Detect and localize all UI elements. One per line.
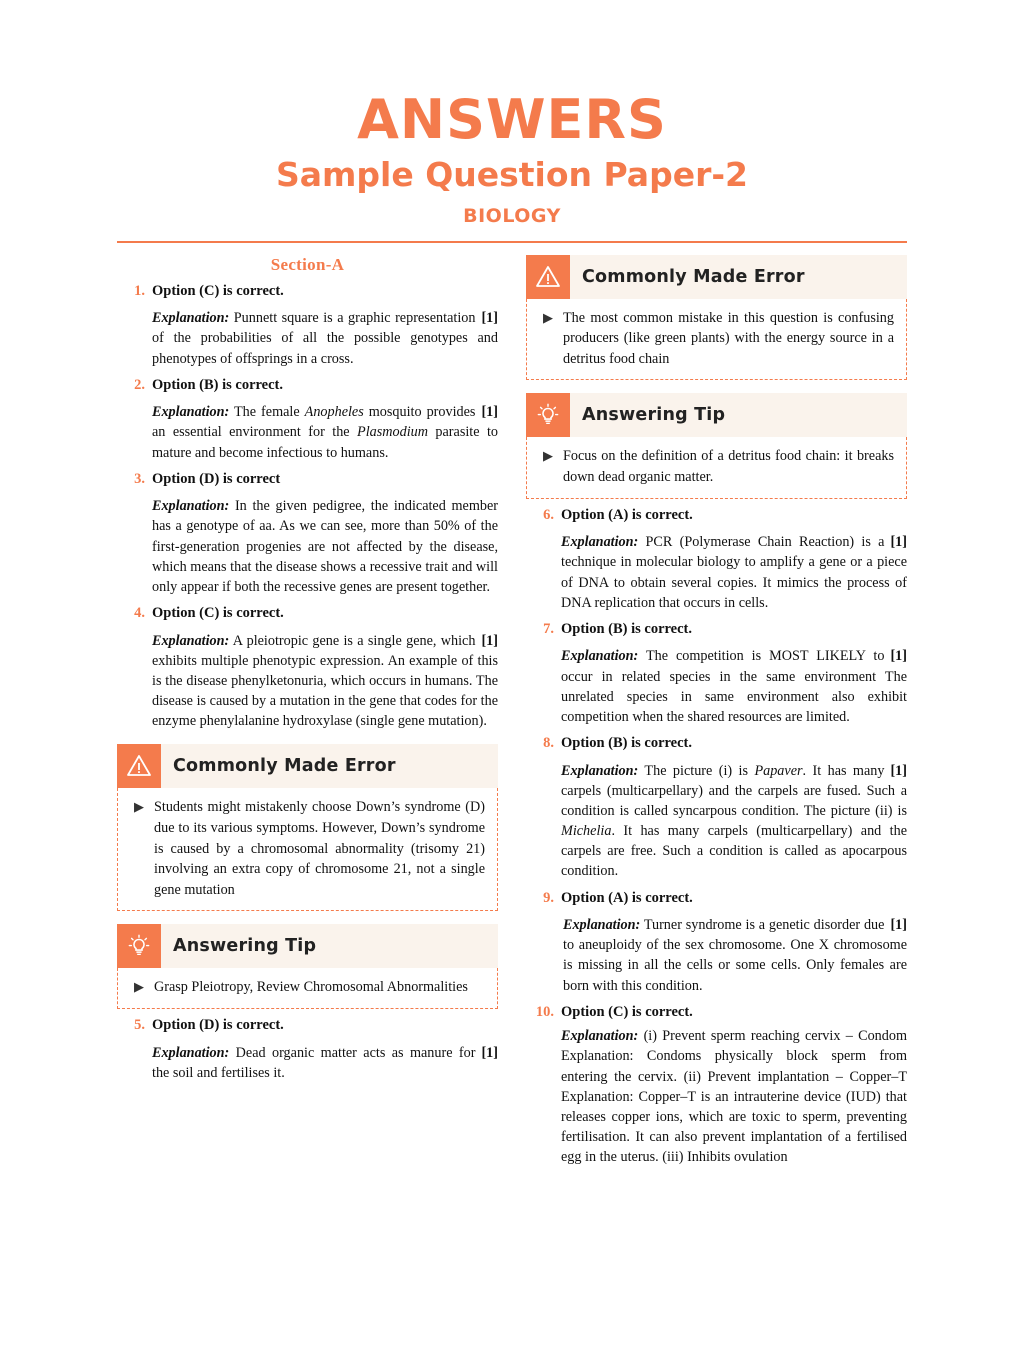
box-header (117, 924, 498, 968)
subject-label: BIOLOGY (463, 204, 561, 227)
explanation-label: Explanation: (152, 632, 230, 649)
mark-label: [1] (481, 310, 498, 327)
explanation-text (152, 402, 498, 462)
explanation-label: Explanation: (152, 310, 230, 327)
question-number: 7. (543, 620, 554, 637)
page-title: ANSWERS (357, 88, 667, 151)
right-column (526, 255, 907, 1168)
warning-triangle-icon (117, 744, 161, 788)
explanation-body: Turner syndrome is a genetic disorder due to aneuploidy of the sex chromosome. One X chromosome is missing in all the cells or some cells. Only females are born with this condition. (563, 917, 907, 994)
explanation-text (561, 646, 907, 727)
box-text: Focus on the definition of a detritus food chain: it breaks down dead organic matter. (563, 448, 894, 486)
answer-item-9 (526, 889, 907, 996)
bullet-arrow-icon: ▶ (543, 309, 553, 325)
explanation-body: Punnett square is a graphic representation of the probabilities of all the possible genotypes and phenotypes of offsprings in a cross. (152, 310, 498, 367)
answer-item-10 (526, 1003, 907, 1168)
box-body (526, 299, 907, 381)
question-number: 8. (543, 735, 554, 752)
box-body (117, 968, 498, 1009)
explanation-text (152, 496, 498, 597)
box-text: Grasp Pleiotropy, Review Chromosomal Abnormalities (154, 979, 468, 996)
box-header (117, 744, 498, 788)
explanation-text (152, 631, 498, 732)
box-title: Answering Tip (582, 405, 726, 426)
explanation-label: Explanation: (561, 648, 639, 665)
mark-label: [1] (890, 648, 907, 665)
answer-item-1 (117, 282, 498, 369)
explanation-body: (i) Prevent sperm reaching cervix – Condom Explanation: Condoms physically block sperm from entering the cervix. (ii) Prevent implantation – Copper–T Explanation: Copper–T is an intrauterine device (IUD) that releases copper ions, which are toxic to sperm, preventing fertilisation. It can also prevent implantation of a fertilised egg in the uterus. (iii) Inhibits ovulation (561, 1028, 907, 1166)
commonly-made-error-box-left (117, 744, 498, 911)
explanation-label: Explanation: (152, 1044, 230, 1061)
option-line: Option (B) is correct. (152, 376, 284, 393)
answering-tip-box-left (117, 924, 498, 1009)
box-header (526, 255, 907, 299)
answering-tip-box-right (526, 393, 907, 498)
box-text: Students might mistakenly choose Down’s syndrome (D) due to its various symptoms. However, Down’s syndrome is caused by a chromosomal abnormality (trisomy 21) involving an extra copy of chromosome 21, not a single gene mutation (154, 799, 485, 898)
question-number: 1. (134, 282, 145, 299)
question-number: 3. (134, 470, 145, 487)
question-number: 5. (134, 1017, 145, 1033)
page-header (0, 0, 1024, 227)
box-title: Commonly Made Error (582, 266, 805, 287)
answer-item-4 (117, 604, 498, 731)
question-number: 9. (543, 889, 554, 906)
option-line: Option (C) is correct. (152, 282, 284, 299)
lightbulb-icon (526, 393, 570, 437)
box-body (526, 437, 907, 498)
answer-item-3 (117, 470, 498, 597)
explanation-label: Explanation: (561, 534, 639, 551)
explanation-body: PCR (Polymerase Chain Reaction) is a technique in molecular biology to amplify a gene or a piece of DNA to obtain several copies. It mimics the process of DNA replication that occurs in cells. (561, 534, 907, 611)
mark-label: [1] (481, 1044, 498, 1061)
mark-label: [1] (890, 534, 907, 551)
answer-item-7 (526, 620, 907, 727)
answer-item-2 (117, 376, 498, 463)
explanation-body: A pleiotropic gene is a single gene, which exhibits multiple phenotypic expression. An example of this is the disease phenylketonuria, which occurs in humans. The disease is caused by a mutation in the gene that codes for the enzyme phenylalanine hydroxylase (single gene mutation). (152, 632, 498, 730)
answer-item-6 (526, 506, 907, 613)
explanation-body: In the given pedigree, the indicated member has a genotype of aa. As we can see, more than 50% of the first-generation progenies are not affected by the disease, which means that the disease shows a recessive trait and will only appear if both the recessive genes are present together. (152, 498, 498, 595)
mark-label: [1] (890, 917, 907, 934)
explanation-body: The female Anopheles mosquito provides an essential environment for the Plasmodium parasite to mature and become infectious to humans. (152, 404, 498, 461)
option-line: Option (C) is correct. (152, 605, 284, 622)
box-header (526, 393, 907, 437)
explanation-label: Explanation: (561, 1028, 639, 1045)
mark-label: [1] (481, 404, 498, 421)
explanation-text (152, 1043, 498, 1083)
explanation-body: Dead organic matter acts as manure for the soil and fertilises it. (152, 1044, 476, 1081)
option-line: Option (B) is correct. (561, 620, 693, 637)
option-line: Option (B) is correct. (561, 735, 693, 752)
box-text: The most common mistake in this question is confusing producers (like green plants) with the energy source in a detritus food chain (563, 309, 894, 367)
option-line: Option (C) is correct. (561, 1003, 693, 1020)
explanation-body: The picture (i) is Papaver. It has many carpels (multicarpellary) and the carpels are fused. Such a condition is called syncarpous condition. The picture (ii) is Michelia. It has many carpels (multicarpellary) and the carpels are free. Such a condition is called as apocarpous condition. (561, 762, 907, 880)
bullet-arrow-icon: ▶ (134, 979, 144, 995)
content-columns (117, 255, 907, 1168)
answer-item-5 (117, 1016, 498, 1083)
bullet-arrow-icon: ▶ (134, 799, 144, 815)
warning-triangle-icon (526, 255, 570, 299)
answer-item-8 (526, 734, 907, 882)
question-number: 2. (134, 376, 145, 393)
box-body (117, 788, 498, 911)
explanation-text (152, 308, 498, 368)
option-line: Option (A) is correct. (561, 889, 693, 906)
question-number: 10. (535, 1003, 554, 1020)
question-number: 6. (543, 506, 554, 523)
option-line: Option (D) is correct. (152, 1017, 284, 1033)
section-heading: Section-A (270, 254, 345, 274)
commonly-made-error-box-right (526, 255, 907, 381)
bullet-arrow-icon: ▶ (543, 448, 553, 464)
explanation-label: Explanation: (563, 917, 641, 934)
page-subtitle: Sample Question Paper-2 (275, 154, 749, 194)
header-divider (117, 241, 907, 243)
box-title: Answering Tip (173, 936, 317, 957)
option-line: Option (A) is correct. (561, 506, 693, 523)
left-column (117, 255, 498, 1083)
explanation-text (561, 1026, 907, 1167)
mark-label: [1] (481, 632, 498, 649)
explanation-text (561, 915, 907, 996)
explanation-text (561, 532, 907, 613)
box-title: Commonly Made Error (173, 756, 396, 777)
explanation-body: The competition is MOST LIKELY to occur in related species in the same environment The unrelated species in same environment also exhibit competition when the shared resources are limited. (561, 648, 907, 725)
explanation-label: Explanation: (152, 404, 230, 421)
lightbulb-icon (117, 924, 161, 968)
explanation-label: Explanation: (561, 762, 639, 779)
option-line: Option (D) is correct (152, 470, 281, 487)
explanation-label: Explanation: (152, 498, 230, 515)
question-number: 4. (134, 605, 145, 622)
mark-label: [1] (890, 762, 907, 779)
explanation-text (561, 761, 907, 882)
